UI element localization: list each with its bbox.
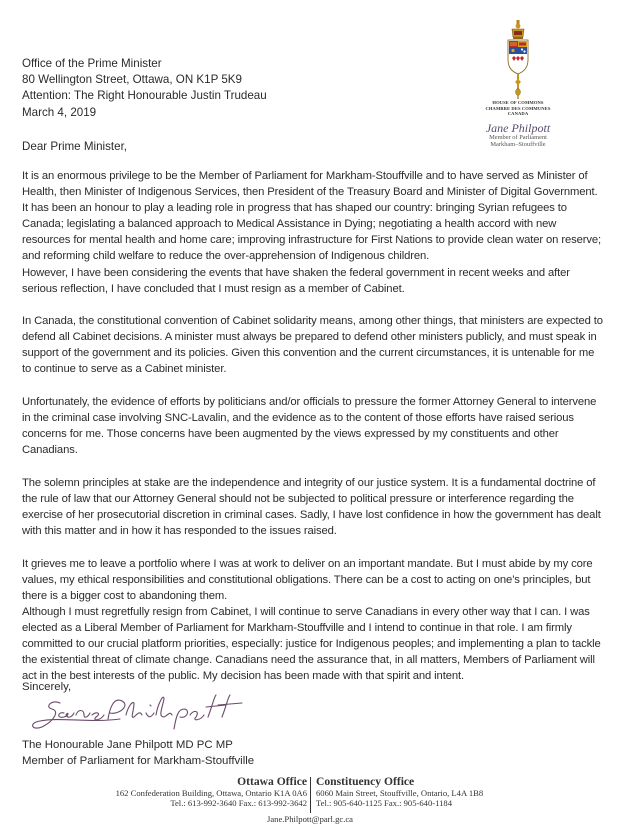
letter-date: March 4, 2019 [22,105,97,119]
footer-divider [310,777,311,813]
body-paragraph [22,394,606,458]
body-paragraph [22,604,606,684]
constituency-office [316,775,483,809]
recipient-office: Office of the Prime Minister [22,57,162,70]
signer-name: The Honourable Jane Philpott MD PC MP [22,739,233,751]
paragraph-text: Unfortunately, the evidence of efforts by politicians and/or officials to pressure the former Attorney General to intervene in the criminal case involving SNC-Lavalin, and the evidence as to the content of those efforts have raised serious concerns for me. Those concerns have been augmented by the views expressed by my constituents and other Canadians. [22,396,597,457]
ottawa-office [116,775,307,809]
paragraph-text: It grieves me to leave a portfolio where I was at work to deliver on an important mandate. But I must abide by my core values, my ethical responsibilities and constitutional obligations. There can be a cost to acting on one’s principles, but there is a bigger cost to abandoning them. [22,558,593,603]
body-paragraph [22,265,606,297]
handwritten-signature-icon [30,693,260,739]
signature-block [22,737,254,769]
body-paragraph [22,168,606,265]
institution-line-country: CANADA [507,111,529,117]
recipient-street-address: 80 Wellington Street, Ottawa, ON K1P 5K9 [22,73,242,87]
constituency-office-address: 6060 Main Street, Stouffville, Ontario, L4A 1B8 [316,788,484,798]
paragraph-text: Although I must regretfully resign from Cabinet, I will continue to serve Canadians in every other way that I can. I was elected as a Liberal Member of Parliament for Markham-Stouffville and I intend to continue in that role. I am firmly committed to our crucial platform priorities, especially: justice for Indigenous peoples; and implementing a plan to tackle the existential threat of climate change. Canadians need the assurance that, in all matters, Members of Parliament will act in the best interests of the public. My decision has been made with that spirit and intent. [22,606,601,683]
ottawa-office-phone-fax: Tel.: 613-992-3640 Fax.: 613-992-3642 [170,798,307,809]
paragraph-text: In Canada, the constitutional convention of Cabinet solidarity means, among other things, that ministers are expected to defend all Cabinet decisions. A minister must always be prepared to defend other ministers publicly, and must speak in support of the government and its policies. Given this convention and the current circumstances, it is untenable for me to continue to serve as a Cabinet minister. [22,315,603,376]
paragraph-text: It is an enormous privilege to be the Member of Parliament for Markham-Stouffville and to have served as Minister of Health, then Minister of Indigenous Services, then President of the Treasury Board and Minister of Digital Government. It has been an honour to play a leading role in progress that has shaped our country: bringing Syrian refugees to Canada; legislating a balanced approach to Medical Assistance in Dying; negotiating a health accord with new resources for mental health and home care; improving infrastructure for First Nations to provide clean water on reserve; and reforming child welfare to reduce the over-apprehension of Indigenous children. [22,170,601,263]
house-of-commons-crest-icon [503,20,533,100]
letterhead [478,20,558,149]
paragraph-text: The solemn principles at stake are the independence and integrity of our justice system. It is a fundamental doctrine of the rule of law that our Attorney General should not be subjected to political pressure or interference regarding the exercise of her prosecutorial discretion in criminal cases. Sadly, I have lost confidence in how the government has dealt with this matter and in how it has responded to the issues raised. [22,477,601,538]
paragraph-text: However, I have been considering the events that have shaken the federal government in recent weeks and after serious reflection, I have concluded that I must resign as a member of Cabinet. [22,267,570,296]
recipient-address-block [22,56,267,121]
constituency-office-title: Constituency Office [316,775,415,788]
institution-line-french: CHAMBRE DES COMMUNES [485,105,551,111]
body-paragraph [22,556,606,604]
body-paragraph [22,313,606,377]
member-name-script: Jane Philpott [485,120,551,135]
valediction: Sincerely, [22,681,72,693]
member-riding: Markham–Stouffville [490,141,546,149]
institution-name [478,100,558,117]
constituency-office-phone-fax: Tel.: 905-640-1125 Fax.: 905-640-1184 [316,798,453,809]
institution-line-english: HOUSE OF COMMONS [492,100,544,105]
ottawa-office-title: Ottawa Office [237,775,307,788]
ottawa-office-address: 162 Confederation Building, Ottawa, Ontario K1A 0A6 [115,788,307,798]
recipient-attention: Attention: The Right Honourable Justin Trudeau [22,89,267,103]
salutation: Dear Prime Minister, [22,140,128,153]
member-title: Member of Parliament [489,133,547,141]
signer-title: Member of Parliament for Markham-Stouffville [22,755,255,767]
body-paragraph [22,475,606,539]
footer-email[interactable]: Jane.Philpott@parl.gc.ca [267,814,353,824]
